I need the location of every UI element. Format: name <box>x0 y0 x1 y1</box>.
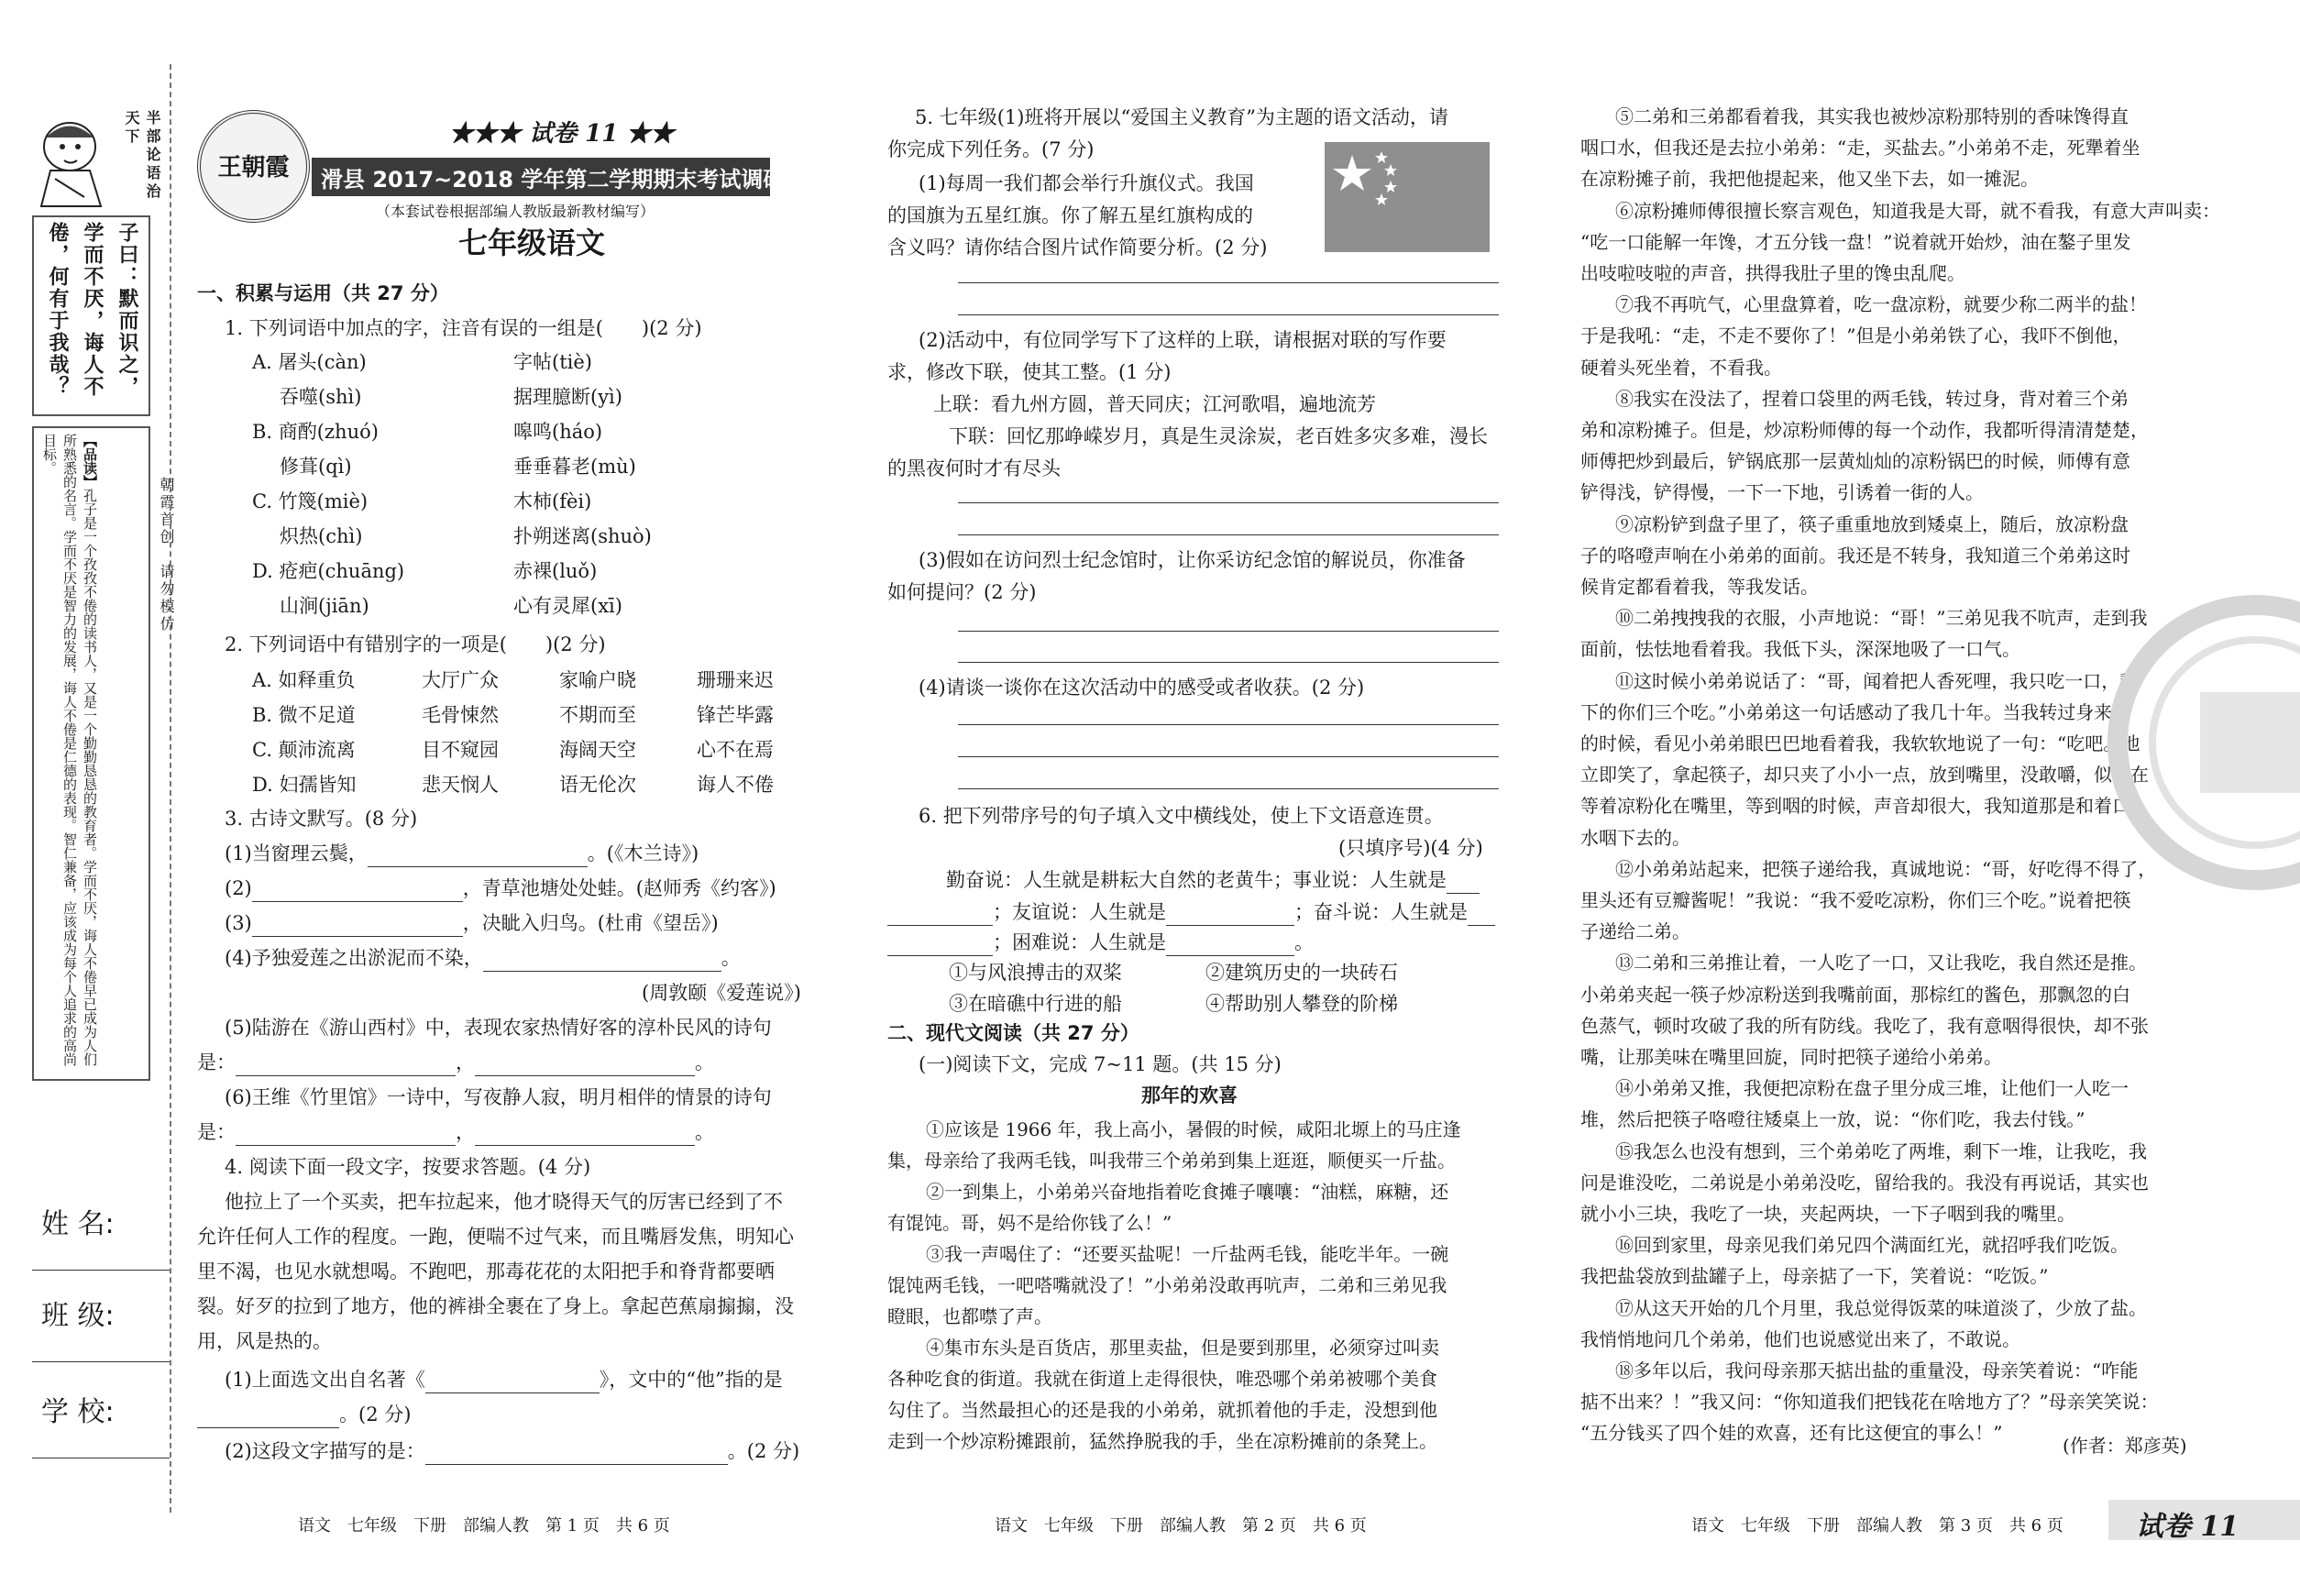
q4-2: (2)这段文字描写的是： 。(2 分) <box>225 1437 799 1465</box>
story-paragraph-line: 师傅把炒到最后，铲锅底那一层黄灿灿的凉粉锅巴的时候，师傅有意 <box>1580 450 2130 473</box>
story-paragraph-line: ⑮我怎么也没有想到，三个弟弟吃了两堆，剩下一堆，让我吃，我 <box>1615 1139 2147 1162</box>
q4-1-blank-book[interactable] <box>425 1374 600 1393</box>
q1-option-term: 修葺(qì) <box>280 456 352 478</box>
story-title: 那年的欢喜 <box>1141 1084 1238 1106</box>
q3-4: (4)予独爱莲之出淤泥而不染， 。 <box>225 944 741 972</box>
story-paragraph-line: 走到一个炒凉粉摊跟前，猛然挣脱我的手，坐在凉粉摊前的条凳上。 <box>887 1430 1437 1452</box>
story-paragraph-line: ⑨凉粉铲到盘子里了，筷子重重地放到矮桌上，随后，放凉粉盘 <box>1615 512 2129 535</box>
q5-2-line: 求，修改下联，使其工整。(1 分) <box>887 361 1172 383</box>
story-paragraph-line: 弟和凉粉摊子。但是，炒凉粉师傅的每一个动作，我都听得清清楚楚， <box>1580 419 2149 441</box>
q5-3-line: (3)假如在访问烈士纪念馆时，让你采访纪念馆的解说员，你准备 <box>919 549 1466 571</box>
q3-4-blank[interactable] <box>483 952 721 972</box>
q3-1-blank[interactable] <box>368 848 588 867</box>
q3-2: (2) ，青草池塘处处蛙。(赵师秀《约客》) <box>225 875 776 902</box>
q5-1-line: 的国旗为五星红旗。你了解五星红旗构成的 <box>887 204 1253 226</box>
story-paragraph-line: 的时候，看见小弟弟眼巴巴地看着我，我软软地说了一句：“吃吧。”他 <box>1580 732 2140 754</box>
pindu-text: 孔子是一个孜孜不倦的读书人，又是一个勤勤恳恳的教育者。学而不厌，诲人不倦早已成为人们所熟悉的名言。学而不厌是智力的发展，诲人不倦是仁德的表现。智仁兼备，应该成为每个人追求的高尚目标。 <box>41 434 98 1066</box>
story-paragraph-line: 勾住了。当然最担心的还是我的小弟弟，就抓着他的手走，没想到他 <box>887 1399 1437 1421</box>
class-field[interactable] <box>32 1361 170 1362</box>
story-paragraph-line: 咽口水，但我还是去拉小弟弟：“走，买盐去。”小弟弟不走，死犟着坐 <box>1580 137 2140 160</box>
q2-option-term: 珊珊来迟 <box>697 669 774 691</box>
q4-1b: 。(2 分) <box>197 1401 411 1428</box>
q6-option: ②建筑历史的一块砖石 <box>1205 962 1398 984</box>
q5-2-up: 上联：看九州方圆，普天同庆；江河歌唱，遍地流芳 <box>933 393 1376 415</box>
q6-option: ④帮助别人攀登的阶梯 <box>1205 993 1398 1015</box>
q5-3-line: 如何提问？(2 分) <box>887 581 1037 603</box>
q1-option-term: 吞噬(shì) <box>280 386 362 408</box>
q5-3-answer-1[interactable] <box>958 631 1499 632</box>
story-paragraph-line: ⑤二弟和三弟都看着我，其实我也被炒凉粉那特别的香味馋得直 <box>1615 105 2129 127</box>
chinese-flag-image <box>1325 142 1490 252</box>
q5-1-line: 含义吗？请你结合图片试作简要分析。(2 分) <box>887 237 1268 259</box>
q4-passage-line: 允许任何人工作的程度。一跑，便喘不过气来，而且嘴唇发焦，明知心 <box>197 1226 794 1248</box>
q5-4: (4)请谈一谈你在这次活动中的感受或者收获。(2 分) <box>919 677 1365 699</box>
subject-title: 七年级语文 <box>458 226 606 260</box>
q2-option-term: 锋芒毕露 <box>697 704 774 726</box>
exam-note: （本套试卷根据部编人教版最新教材编写） <box>376 203 655 220</box>
story-paragraph-line: 色蒸气，顿时攻破了我的所有防线。我吃了，我有意咽得很快，却不张 <box>1580 1014 2149 1037</box>
q2-option-term: 毛骨悚然 <box>422 704 499 726</box>
footer-page-2: 语文 七年级 下册 部编人教 第 2 页 共 6 页 <box>995 1516 1367 1535</box>
story-paragraph-line: 掂不出来？！”我又问：“你知道我们把钱花在啥地方了？”母亲笑笑说： <box>1580 1391 2159 1414</box>
q2-option-term: A. 如释重负 <box>252 669 356 691</box>
q5-4-answer-2[interactable] <box>958 756 1499 757</box>
story-paragraph-line: 于是我吼：“走，不走不要你了！”但是小弟弟铁了心，我吓不倒他， <box>1580 325 2131 347</box>
story-paragraph-line: 等着凉粉化在嘴里，等到咽的时候，声音却很大，我知道那是和着口 <box>1580 795 2130 818</box>
brand-name: 王朝霞 <box>217 154 290 182</box>
section-1-title: 一、积累与运用（共 27 分） <box>197 282 449 304</box>
exam-title: 滑县 2017~2018 学年第二学期期末考试调研试卷 <box>321 167 830 193</box>
class-label: 班 级: <box>41 1300 115 1332</box>
exam-badge: ★★★ 试卷 11 ★★ <box>449 120 675 148</box>
q3-2-blank[interactable] <box>252 883 463 902</box>
name-field[interactable] <box>32 1270 170 1271</box>
story-paragraph-line: 硬着头死坐着，不看我。 <box>1580 356 1782 379</box>
q3-5: (5)陆游在《游山西村》中，表现农家热情好客的淳朴民风的诗句 <box>225 1017 772 1039</box>
q4-passage-line: 他拉上了一个买卖，把车拉起来，他才晓得天气的厉害已经到了不 <box>225 1191 783 1213</box>
q6-option: ③在暗礁中行进的船 <box>949 993 1122 1015</box>
q5-2-answer-1[interactable] <box>958 502 1499 503</box>
story-paragraph-line: 铲得浅，铲得慢，一下一下地，引诱着一街的人。 <box>1580 481 1984 504</box>
story-paragraph-line: ②一到集上，小弟弟兴奋地指着吃食摊子嚷嚷：“油糕，麻糖，还 <box>926 1181 1449 1203</box>
story-paragraph-line: ①应该是 1966 年，我上高小，暑假的时候，咸阳北塬上的马庄逢 <box>926 1118 1461 1140</box>
q6-blank-4[interactable] <box>1166 937 1294 956</box>
q1-option-term: 字帖(tiè) <box>513 351 592 373</box>
watermark-seal-icon <box>2099 587 2300 898</box>
pindu-label: 【品读】 <box>82 434 98 489</box>
q3-1: (1)当窗理云鬓， 。(《木兰诗》) <box>225 840 699 867</box>
q2-option-term: 心不在焉 <box>697 739 774 761</box>
story-paragraph-line: 瞪眼，也都噤了声。 <box>887 1305 1052 1327</box>
q1: 1. 下列词语中加点的字，注音有误的一组是( )(2 分) <box>225 317 702 339</box>
story-paragraph-line: 就小小三块，我吃了一块，夹起两块，一下子咽到我的嘴里。 <box>1580 1203 2075 1225</box>
q1-option-term: 嗥鸣(háo) <box>513 421 603 443</box>
q4-passage-line: 里不渴，也见水就想喝。不跑吧，那毒花花的太阳把手和脊背都要晒 <box>197 1260 775 1282</box>
story-paragraph-line: 有馄饨。哥，妈不是给你钱了么！” <box>887 1212 1172 1234</box>
story-paragraph-line: “五分钱买了四个娃的欢喜，还有比这便宜的事么！” <box>1580 1422 2003 1445</box>
q6-blank-3[interactable] <box>1468 907 1495 926</box>
section-2-title: 二、现代文阅读（共 27 分） <box>887 1022 1139 1044</box>
story-paragraph-line: ⑥凉粉摊师傅很擅长察言观色，知道我是大哥，就不看我，有意大声叫卖： <box>1615 199 2220 222</box>
pindu-box <box>32 426 150 1081</box>
cartoon-confucius-icon <box>28 110 115 211</box>
q3-5-blank-2[interactable] <box>475 1057 695 1076</box>
q5-3-answer-2[interactable] <box>958 662 1499 663</box>
q2: 2. 下列词语中有错别字的一项是( )(2 分) <box>225 633 606 655</box>
q1-option-term: C. 竹篾(miè) <box>252 490 369 512</box>
q2-option-term: 家喻户晓 <box>559 669 636 691</box>
story-paragraph-line: ③我一声喝住了：“还要买盐呢！一斤盐两毛钱，能吃半年。一碗 <box>926 1243 1449 1265</box>
q5-2-line: (2)活动中，有位同学写下了这样的上联，请根据对联的写作要 <box>919 329 1447 351</box>
q4-1: (1)上面选文出自名著《 》，文中的“他”指的是 <box>225 1366 783 1393</box>
q1-option-term: 炽热(chì) <box>280 525 363 547</box>
quote-box <box>32 215 150 416</box>
story-paragraph-line: 馄饨两毛钱，一吧嗒嘴就没了！”小弟弟没敢再吭声，二弟和三弟见我 <box>887 1274 1447 1296</box>
q1-option-term: 山涧(jiān) <box>280 595 369 617</box>
q5-4-answer-3[interactable] <box>958 788 1499 789</box>
story-paragraph-line: 立即笑了，拿起筷子，却只夹了小小一点，放到嘴里，没敢嚼，似乎在 <box>1580 764 2149 787</box>
q2-option-term: D. 妇孺皆知 <box>252 774 357 796</box>
story-paragraph-line: ⑰从这天开始的几个月里，我总觉得饭菜的味道淡了，少放了盐。 <box>1615 1296 2147 1319</box>
story-paragraph-line: ⑯回到家里，母亲见我们弟兄四个满面红光，就招呼我们吃饭。 <box>1615 1234 2129 1257</box>
story-paragraph-line: ⑱多年以后，我问母亲那天掂出盐的重量没，母亲笑着说：“咋能 <box>1615 1359 2139 1381</box>
binding-line <box>170 64 171 1513</box>
q5-1-answer-2[interactable] <box>958 314 1499 315</box>
footer-page-1: 语文 七年级 下册 部编人教 第 1 页 共 6 页 <box>298 1516 670 1535</box>
q1-option-term: 木柿(fèi) <box>513 490 592 512</box>
story-paragraph-line: 出吱啦吱啦的声音，拱得我肚子里的馋虫乱爬。 <box>1580 262 1965 284</box>
story-paragraph-line: 嘴，让那美味在嘴里回旋，同时把筷子递给小弟弟。 <box>1580 1046 2002 1068</box>
q2-option-term: B. 微不足道 <box>252 704 356 726</box>
story-paragraph-line: 集，母亲给了我两毛钱，叫我带三个弟弟到集上逛逛，顺便买一斤盐。 <box>887 1150 1456 1172</box>
story-paragraph-line: 在凉粉摊子前，我把他提起来，他又坐下去，如一摊泥。 <box>1580 168 2039 191</box>
story-paragraph-line: 水咽下去的。 <box>1580 826 1690 849</box>
q6-blank-2[interactable] <box>1166 907 1294 926</box>
q3-6-blank-1[interactable] <box>236 1127 456 1146</box>
sidebar <box>18 110 175 1467</box>
story-paragraph-line: 候肯定都看着我，等我发话。 <box>1580 576 1819 598</box>
footer-badge: 试卷 11 <box>2136 1511 2239 1543</box>
q3-6-blank-2[interactable] <box>475 1127 695 1146</box>
school-label: 学 校: <box>41 1396 115 1428</box>
story-paragraph-line: 我悄悄地问几个弟弟，他们也说感觉出来了，不敢说。 <box>1580 1327 2020 1350</box>
story-paragraph-line: 子的咯噔声响在小弟弟的面前。我还是不转身，我知道三个弟弟这时 <box>1580 544 2130 567</box>
story-paragraph-line: 各种吃食的街道。我就在街道上走得很快，唯恐哪个弟弟被哪个美食 <box>887 1368 1437 1390</box>
q1-option-term: 垂垂暮老(mù) <box>513 456 636 478</box>
story-paragraph-line: 小弟弟夹起一筷子炒凉粉送到我嘴前面，那棕红的酱色，那飘忽的白 <box>1580 983 2130 1006</box>
q3-5b: 是： ， 。 <box>197 1049 714 1076</box>
brand-logo <box>197 110 310 223</box>
q3-6b: 是： ， 。 <box>197 1118 714 1146</box>
story-paragraph-line: “吃一口能解一年馋，才五分钱一盘！”说着就开始炒，油在鏊子里发 <box>1580 230 2131 253</box>
story-paragraph-line: 堆，然后把筷子咯噔往矮桌上一放，说：“你们吃，我去付钱。” <box>1580 1108 2085 1131</box>
q3-3-blank[interactable] <box>252 918 463 937</box>
q3: 3. 古诗文默写。(8 分) <box>225 808 418 830</box>
story-paragraph-line: ⑧我实在没法了，捏着口袋里的两毛钱，转过身，背对着三个弟 <box>1615 387 2129 410</box>
q1-option-term: 据理臆断(yì) <box>513 386 622 408</box>
q2-option-term: 海阔天空 <box>559 739 636 761</box>
q5-1-answer-1[interactable] <box>958 282 1499 283</box>
q6-blank-1b[interactable] <box>887 907 993 926</box>
q4-passage-line: 用，风是热的。 <box>197 1330 332 1352</box>
q5-4-answer-1[interactable] <box>958 724 1499 725</box>
name-label: 姓 名: <box>41 1208 115 1240</box>
story-paragraph-line: 子递给二弟。 <box>1580 920 1690 943</box>
q1-option-term: 心有灵犀(xī) <box>513 595 622 617</box>
q1-option-term: D. 疮疤(chuāng) <box>252 560 405 582</box>
story-paragraph-line: ④集市东头是百货店，那里卖盐，但是要到那里，必须穿过叫卖 <box>926 1337 1439 1359</box>
story-paragraph-line: ⑩二弟拽拽我的衣服，小声地说：“哥！”三弟见我不吭声，走到我 <box>1615 607 2148 630</box>
story-paragraph-line: ⑪这时候小弟弟说话了：“哥，闻着把人香死哩，我只吃一口，剩 <box>1615 669 2139 692</box>
q2-option-term: 诲人不倦 <box>697 774 774 796</box>
q2-option-term: 悲天悯人 <box>422 774 499 796</box>
q1-option-term: 赤裸(luǒ) <box>513 560 598 582</box>
q6-line3: ；困难说：人生就是 。 <box>887 929 1314 956</box>
q2-option-term: 语无伦次 <box>559 774 636 796</box>
q2-option-term: C. 颠沛流离 <box>252 739 356 761</box>
q5-2-down-line: 的黑夜何时才有尽头 <box>887 457 1061 479</box>
q4-2-blank[interactable] <box>425 1446 728 1465</box>
story-paragraph-line: ⑫小弟弟站起来，把筷子递给我，真诚地说：“哥，好吃得不得了， <box>1615 857 2157 880</box>
q5: 5. 七年级(1)班将开展以“爱国主义教育”为主题的语文活动，请 <box>915 106 1448 128</box>
q3-6: (6)王维《竹里馆》一诗中，写夜静人寂，明月相伴的情景的诗句 <box>225 1086 772 1108</box>
motto-small: 半部论语治天下 <box>123 110 161 202</box>
badge-text: 试卷 11 <box>529 120 619 148</box>
q2-option-term: 不期而至 <box>559 704 636 726</box>
story-paragraph-line: ⑬二弟和三弟推让着，一人吃了一口，又让我吃，我自然还是推。 <box>1615 952 2147 974</box>
story-paragraph-line: 面前，怯怯地看着我。我低下头，深深地吸了一口气。 <box>1580 638 2020 661</box>
q3-4-source: (周敦颐《爱莲说》) <box>642 982 801 1004</box>
q4-passage-line: 裂。好歹的拉到了地方，他的裤褂全裹在了身上。拿起芭蕉扇搧搧，没 <box>197 1295 794 1317</box>
footer-page-3: 语文 七年级 下册 部编人教 第 3 页 共 6 页 <box>1691 1516 2063 1535</box>
q3-3: (3) ，决眦入归鸟。(杜甫《望岳》) <box>225 909 719 937</box>
copyright-note: 朝霞首创 请勿模仿 <box>158 477 175 633</box>
story-author: (作者：郑彦英) <box>2063 1435 2187 1457</box>
q2-option-term: 大厅广众 <box>422 669 499 691</box>
q2-option-term: 目不窥园 <box>422 739 499 761</box>
q5-2-down-line: 下联：回忆那峥嵘岁月，真是生灵涂炭，老百姓多灾多难，漫长 <box>949 425 1488 447</box>
q6: 6. 把下列带序号的句子填入文中横线处，使上下文语意连贯。 <box>919 805 1444 827</box>
quote-text: 子曰：默而识之，学而不厌，诲人不倦，何有于我哉？ <box>46 222 138 398</box>
q1-option-term: 扑朔迷离(shuò) <box>513 525 652 547</box>
q6b: (只填序号)(4 分) <box>1338 837 1483 859</box>
story-paragraph-line: 里头还有豆瓣酱呢！”我说：“我不爱吃凉粉，你们三个吃。”说着把筷 <box>1580 889 2131 911</box>
q5b: 你完成下列任务。(7 分) <box>887 138 1095 160</box>
q6-option: ①与风浪搏击的双桨 <box>949 962 1122 984</box>
q6-line1: 勤奋说：人生就是耕耘大自然的老黄牛；事业说：人生就是 <box>946 866 1480 894</box>
story-paragraph-line: 我把盐袋放到盐罐子上，母亲掂了一下，笑着说：“吃饭。” <box>1580 1265 2049 1288</box>
story-paragraph-line: 问是谁没吃，二弟说是小弟弟没吃，留给我的。我没有再说话，其实也 <box>1580 1171 2149 1194</box>
q4: 4. 阅读下面一段文字，按要求答题。(4 分) <box>225 1156 591 1178</box>
q6-line2: ；友谊说：人生就是 ；奋斗说：人生就是 <box>887 898 1495 926</box>
q3-5-blank-1[interactable] <box>236 1057 456 1076</box>
story-paragraph-line: 下的你们三个吃。”小弟弟这一句话感动了我几十年。当我转过身来 <box>1580 700 2113 723</box>
reading-1-intro: (一)阅读下文，完成 7~11 题。(共 15 分) <box>919 1053 1282 1075</box>
q1-option-term: B. 商酌(zhuó) <box>252 421 379 443</box>
q6-blank-3b[interactable] <box>887 937 993 956</box>
story-paragraph-line: ⑦我不再吭气，心里盘算着，吃一盘凉粉，就要少称二两半的盐！ <box>1615 293 2147 316</box>
q5-2-answer-2[interactable] <box>958 534 1499 535</box>
q4-1-blank-he[interactable] <box>197 1409 339 1428</box>
q6-blank-1[interactable] <box>1447 875 1480 894</box>
story-paragraph-line: ⑭小弟弟又推，我便把凉粉在盘子里分成三堆，让他们一人吃一 <box>1615 1077 2129 1100</box>
q1-option-term: A. 屠头(càn) <box>252 351 367 373</box>
q5-1-line: (1)每周一我们都会举行升旗仪式。我国 <box>919 172 1254 194</box>
